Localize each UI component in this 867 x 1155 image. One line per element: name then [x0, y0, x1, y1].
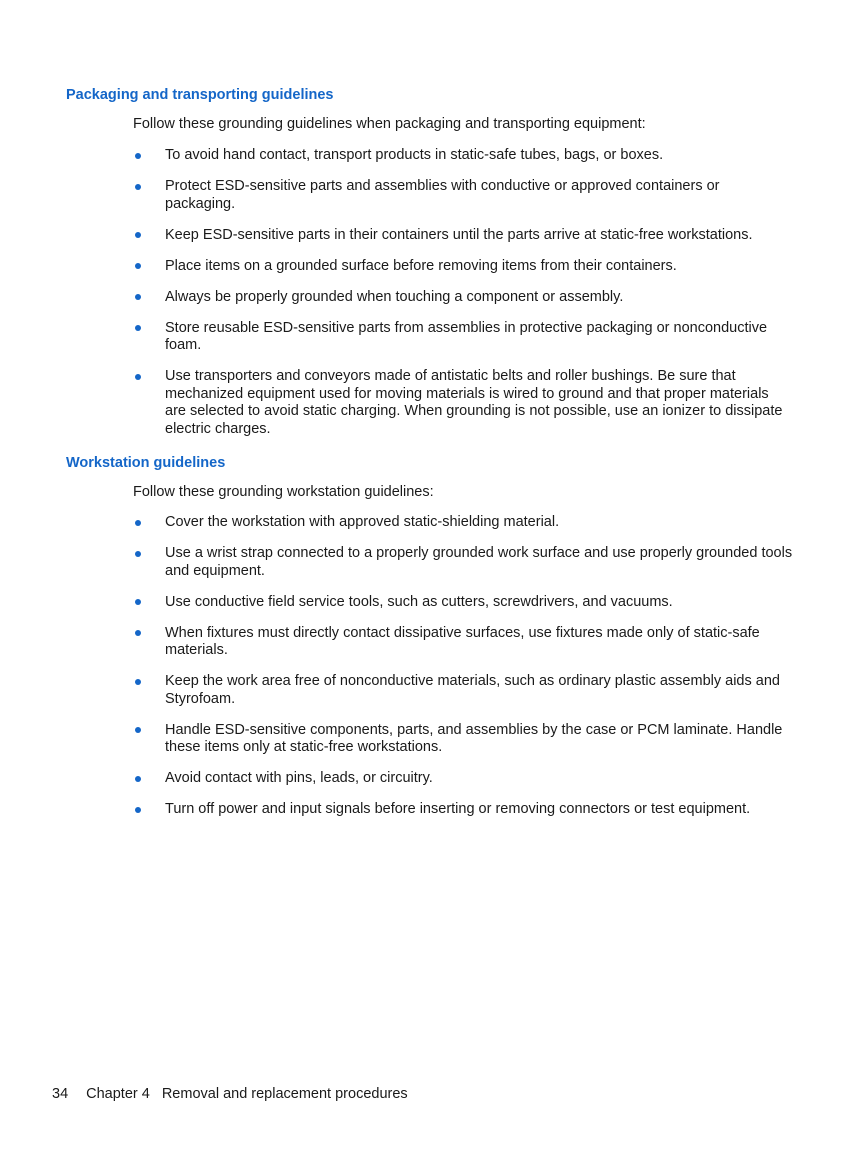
list-item — [133, 368, 793, 438]
bullet-icon — [135, 776, 141, 782]
bullet-list-workstation — [133, 514, 793, 832]
bullet-icon — [135, 599, 141, 605]
list-item-text: When fixtures must directly contact dissipative surfaces, use fixtures made only of static-safe materials. — [165, 624, 760, 658]
bullet-icon — [135, 630, 141, 636]
page-footer — [52, 1086, 408, 1102]
list-item-text: Use conductive field service tools, such as cutters, screwdrivers, and vacuums. — [165, 593, 673, 610]
section-heading-packaging: Packaging and transporting guidelines — [66, 87, 334, 103]
bullet-icon — [135, 232, 141, 238]
section-intro-packaging: Follow these grounding guidelines when packaging and transporting equipment: — [133, 116, 646, 132]
list-item — [133, 594, 793, 612]
list-item-text: Protect ESD-sensitive parts and assemblies with conductive or approved containers or packaging. — [165, 178, 720, 212]
list-item-text: Use a wrist strap connected to a properly grounded work surface and use properly grounded tools and equipment. — [165, 545, 793, 579]
page-number: 34 — [52, 1086, 69, 1102]
bullet-icon — [135, 294, 141, 300]
section-intro-workstation: Follow these grounding workstation guidelines: — [133, 484, 434, 500]
list-item — [133, 545, 793, 580]
list-item — [133, 227, 793, 245]
list-item-text: Avoid contact with pins, leads, or circuitry. — [165, 770, 433, 786]
bullet-icon — [135, 727, 141, 733]
list-item-text: Cover the workstation with approved static-shielding material. — [165, 514, 560, 530]
list-item-text: Keep the work area free of nonconductive materials, such as ordinary plastic assembly aids and Styrofoam. — [165, 673, 780, 707]
list-item — [133, 514, 793, 532]
bullet-icon — [135, 551, 141, 557]
bullet-icon — [135, 679, 141, 685]
bullet-icon — [135, 520, 141, 526]
list-item — [133, 147, 793, 165]
bullet-icon — [135, 325, 141, 331]
list-item — [133, 722, 793, 757]
list-item-text: Place items on a grounded surface before removing items from their containers. — [165, 257, 677, 274]
chapter-label: Chapter 4 — [86, 1086, 150, 1102]
bullet-list-packaging — [133, 147, 793, 452]
bullet-icon — [135, 374, 141, 380]
list-item-text: To avoid hand contact, transport products in static-safe tubes, bags, or boxes. — [165, 147, 664, 163]
list-item-text: Keep ESD-sensitive parts in their containers until the parts arrive at static-free workstations. — [165, 226, 753, 243]
list-item-text: Always be properly grounded when touching a component or assembly. — [165, 288, 624, 305]
list-item-text: Handle ESD-sensitive components, parts, and assemblies by the case or PCM laminate. Handle these items only at static-free workstations. — [165, 721, 783, 755]
list-item — [133, 801, 793, 819]
bullet-icon — [135, 263, 141, 269]
section-heading-workstation: Workstation guidelines — [66, 455, 226, 471]
list-item — [133, 770, 793, 788]
list-item — [133, 320, 793, 355]
bullet-icon — [135, 153, 141, 159]
bullet-icon — [135, 807, 141, 813]
list-item — [133, 625, 793, 660]
list-item — [133, 673, 793, 708]
list-item — [133, 258, 793, 276]
bullet-icon — [135, 184, 141, 190]
list-item — [133, 178, 793, 213]
chapter-title: Removal and replacement procedures — [161, 1086, 408, 1102]
list-item-text: Turn off power and input signals before inserting or removing connectors or test equipment. — [165, 801, 751, 817]
list-item-text: Store reusable ESD-sensitive parts from assemblies in protective packaging or nonconductive foam. — [165, 319, 768, 353]
list-item-text: Use transporters and conveyors made of antistatic belts and roller bushings. Be sure that mechanized equipment used for moving materials is wired to ground and that proper materials are selected to avoid static charging. When grounding is not possible, use an ionizer to dissipate electric charges. — [165, 368, 783, 437]
list-item — [133, 289, 793, 307]
